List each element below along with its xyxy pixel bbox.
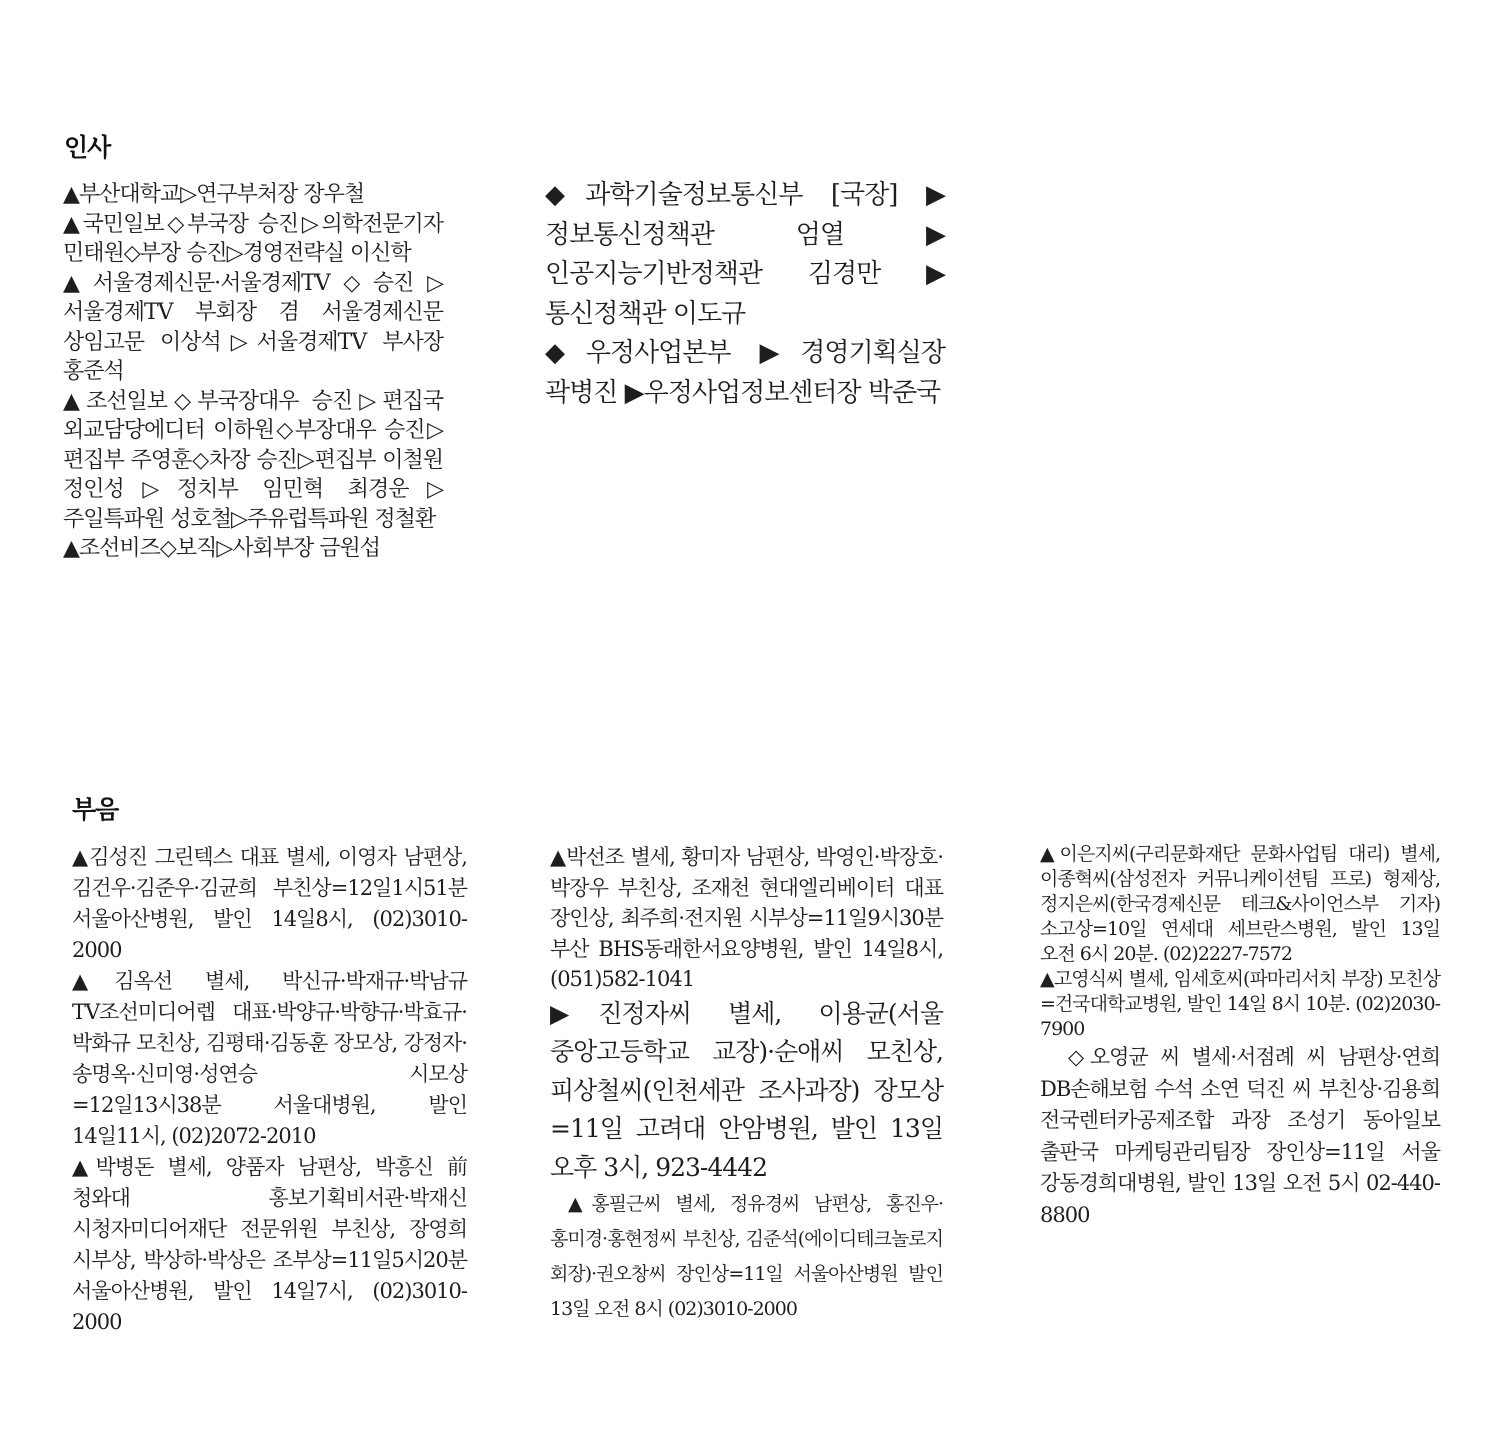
insa-entry: ▲서울경제신문·서울경제TV◇승진▷서울경제TV 부회장 겸 서울경제신문 상임고문 이상석▷서울경제TV 부사장 홍준석 — [63, 270, 443, 384]
insa-entry: ◆과학기술정보통신부 [국장] ▶정보통신정책관 엄열 ▶인공지능기반정책관 김경만 ▶통신정책관 이도규 — [545, 180, 945, 329]
obituary-entry: ◇오영균 씨 별세·서점례 씨 남편상·연희 DB손해보험 수석 소연 덕진 씨 부친상·김용희 전국렌터카공제조합 과장 조성기 동아일보 출판국 마케팅관리팀장 장인상=11일 서울 강동경희대병원, 발인 13일 오전 5시 02-440-8800 — [1040, 1045, 1440, 1227]
insa-entry: ◆우정사업본부 ▶경영기획실장 곽병진 ▶우정사업정보센터장 박준국 — [545, 338, 945, 408]
obituary-entry: ▲박병돈 별세, 양품자 남편상, 박흥신 前 청와대 홍보기획비서관·박재신 시청자미디어재단 전문위원 부친상, 장영희 시부상, 박상하·박상은 조부상=11일5시20분 서울아산병원, 발인 14일7시, (02)3010-2000 — [72, 1155, 467, 1334]
obituary-entry: ▲김옥선 별세, 박신규·박재규·박남규 TV조선미디어렙 대표·박양규·박향규·박효규·박화규 모친상, 김평태·김동훈 장모상, 강정자·송명옥·신미영·성연승 시모상=12일13시38분 서울대병원, 발인 14일11시, (02)2072-2010 — [72, 969, 467, 1148]
obituary-entry: ▲홍필근씨 별세, 정유경씨 남편상, 홍진우·홍미경·홍현정씨 부친상, 김준석(에이디테크놀로지 회장)·권오창씨 장인상=11일 서울아산병원 발인 13일 오전 8시 (02)3010-2000 — [550, 1193, 943, 1320]
bueum-column-3 — [1040, 842, 1440, 1231]
obituary-entry: ▲이은지씨(구리문화재단 문화사업팀 대리) 별세, 이종혁씨(삼성전자 커뮤니케이션팀 프로) 형제상, 정지은씨(한국경제신문 테크&사이언스부 기자) 소고상=10일 연세대 세브란스병원, 발인 13일 오전 6시 20분. (02)2227-7572 — [1040, 843, 1440, 965]
section-title-insa: 인사 — [64, 133, 111, 162]
obituary-entry: ▲김성진 그린텍스 대표 별세, 이영자 남편상, 김건우·김준우·김균희 부친상=12일1시51분 서울아산병원, 발인 14일8시, (02)3010-2000 — [72, 845, 467, 962]
insa-column-left — [63, 180, 443, 564]
bueum-column-2 — [550, 842, 943, 1327]
insa-entry: ▲국민일보◇부국장 승진▷의학전문기자 민태원◇부장 승진▷경영전략실 이신학 — [63, 211, 443, 266]
insa-column-right — [545, 176, 945, 413]
insa-entry: ▲부산대학교▷연구부처장 장우철 — [63, 182, 365, 207]
obituary-entry: ▲고영식씨 별세, 임세호씨(파마리서치 부장) 모친상=건국대학교병원, 발인 14일 8시 10분. (02)2030-7900 — [1040, 968, 1440, 1040]
bueum-column-1 — [72, 842, 467, 1338]
obituary-entry: ▶진정자씨 별세, 이용균(서울 중앙고등학교 교장)·순애씨 모친상, 피상철씨(인천세관 조사과장) 장모상=11일 고려대 안암병원, 발인 13일 오후 3시, 923-4442 — [550, 998, 943, 1182]
obituary-entry: ▲박선조 별세, 황미자 남편상, 박영인·박장호·박장우 부친상, 조재천 현대엘리베이터 대표 장인상, 최주희·전지원 시부상=11일9시30분 부산 BHS동래한서요양병원, 발인 14일8시, (051)582-1041 — [550, 845, 943, 991]
insa-entry: ▲조선일보◇부국장대우 승진▷편집국 외교담당에디터 이하원◇부장대우 승진▷편집부 주영훈◇차장 승진▷편집부 이철원 정인성▷정치부 임민혁 최경운▷주일특파원 성호철▷주유럽특파원 정철환 — [63, 388, 443, 532]
section-title-bueum: 부음 — [72, 795, 119, 824]
insa-entry: ▲조선비즈◇보직▷사회부장 금원섭 — [63, 536, 381, 561]
